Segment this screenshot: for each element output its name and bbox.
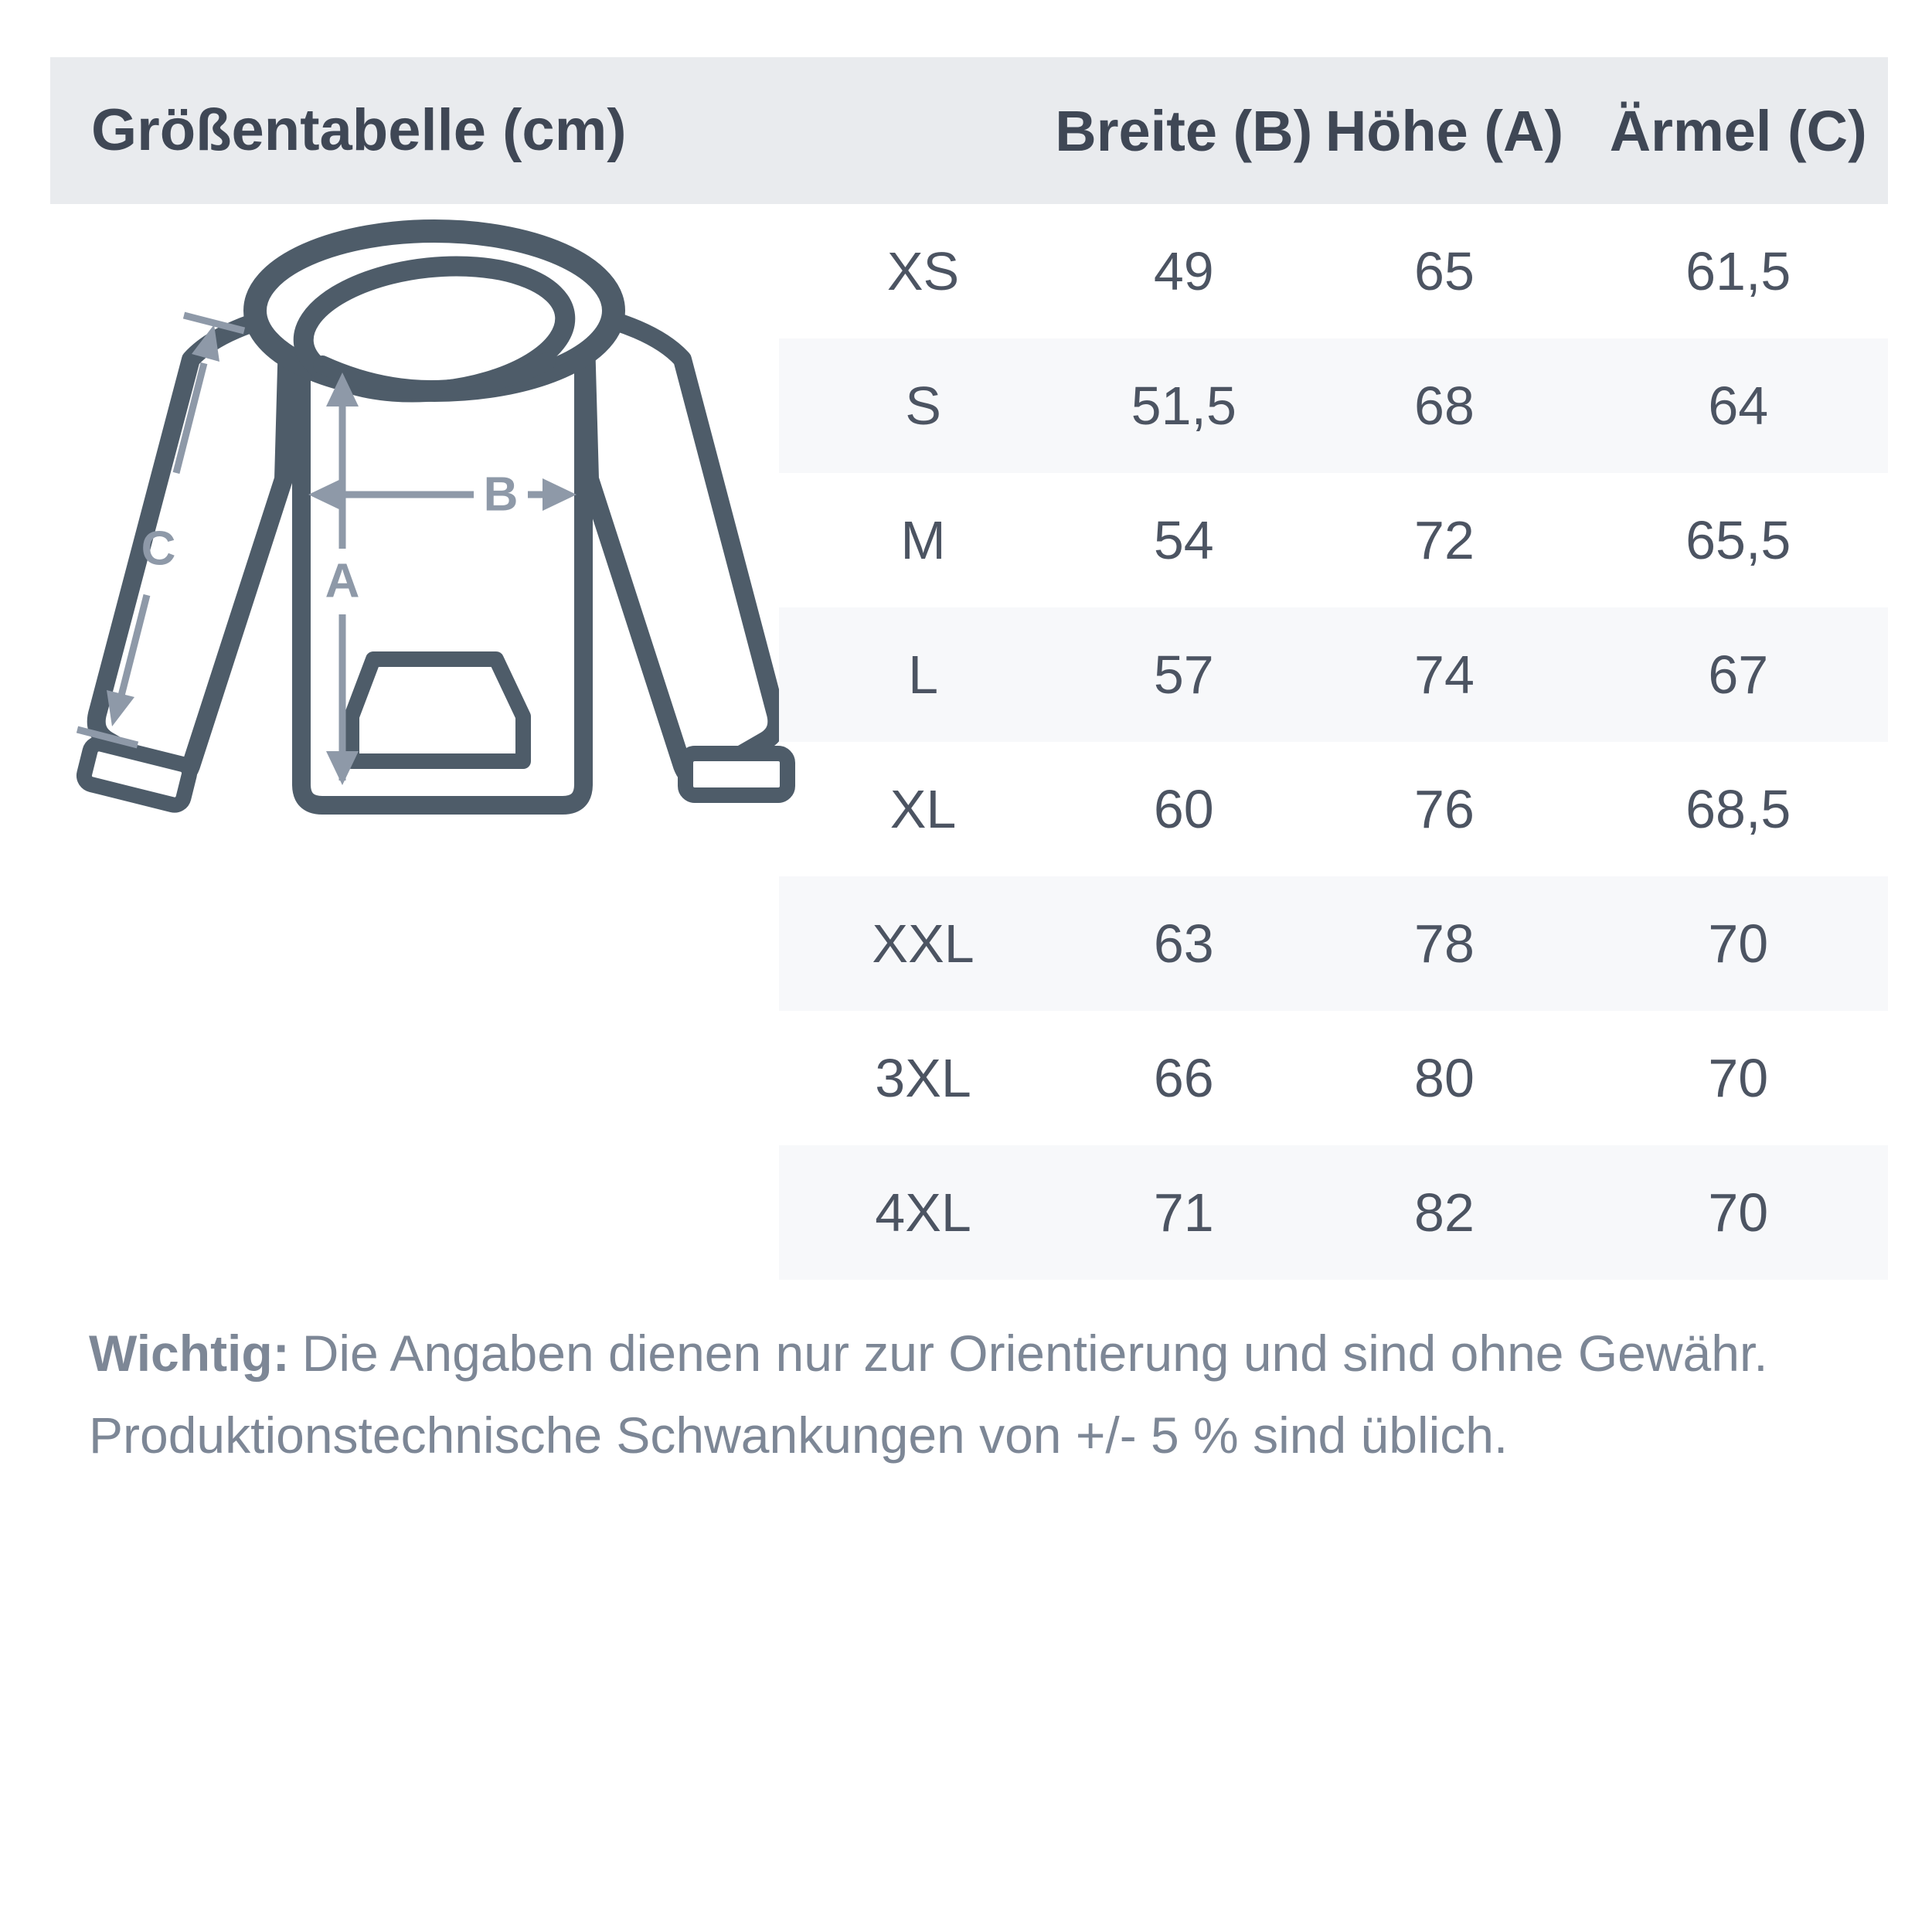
right-cuff — [685, 753, 787, 795]
size-cell: XXL — [872, 913, 975, 974]
hoehe-cell: 80 — [1414, 1048, 1475, 1108]
hoehe-cell: 82 — [1414, 1182, 1475, 1243]
column-headers — [779, 57, 1888, 204]
hoodie-pocket — [352, 659, 523, 761]
hoodie-right-sleeve — [568, 311, 787, 795]
table-row — [779, 204, 1888, 338]
aermel-cell: 70 — [1708, 913, 1769, 974]
size-cell: M — [900, 510, 946, 570]
aermel-cell: 64 — [1708, 376, 1769, 436]
hoodie-measurement-diagram — [50, 224, 781, 958]
size-cell: L — [908, 645, 939, 705]
column-header-size — [779, 57, 1067, 204]
breite-cell: 71 — [1153, 1182, 1214, 1243]
breite-cell: 57 — [1153, 645, 1214, 705]
size-cell: S — [905, 376, 941, 436]
disclaimer-bold-label: Wichtig: — [89, 1325, 290, 1382]
hoehe-cell: 76 — [1414, 779, 1475, 839]
table-row — [779, 876, 1888, 1011]
column-header-aermel: Ärmel (C) — [1609, 98, 1867, 163]
hoehe-cell: 78 — [1414, 913, 1475, 974]
aermel-cell: 61,5 — [1685, 241, 1791, 301]
hoehe-cell: 68 — [1414, 376, 1475, 436]
hoodie-left-sleeve — [82, 311, 305, 807]
disclaimer-line-1 — [89, 1312, 1859, 1394]
size-cell: 4XL — [875, 1182, 971, 1243]
breite-cell: 51,5 — [1131, 376, 1236, 436]
table-header-bar — [50, 57, 1888, 204]
hoehe-cell: 65 — [1414, 241, 1475, 301]
breite-cell: 66 — [1153, 1048, 1214, 1108]
disclaimer-note — [89, 1312, 1859, 1476]
breite-cell: 54 — [1153, 510, 1214, 570]
column-header-hoehe: Höhe (A) — [1325, 98, 1564, 163]
table-row — [779, 607, 1888, 742]
breite-cell: 49 — [1153, 241, 1214, 301]
disclaimer-text-1: Die Angaben dienen nur zur Orientierung und sind ohne Gewähr. — [301, 1325, 1768, 1382]
size-table — [779, 204, 1888, 1280]
disclaimer-line-2: Produktionstechnische Schwankungen von +/- 5 % sind üblich. — [89, 1406, 1509, 1464]
table-row — [779, 338, 1888, 473]
hoehe-cell: 72 — [1414, 510, 1475, 570]
hoodie-hood — [255, 231, 614, 404]
hoehe-cell: 74 — [1414, 645, 1475, 705]
dimension-label-b: B — [483, 468, 519, 522]
page-title: Größentabelle (cm) — [91, 97, 627, 163]
breite-cell: 60 — [1153, 779, 1214, 839]
hoodie-diagram-svg — [50, 224, 781, 958]
table-row — [779, 1011, 1888, 1145]
aermel-cell: 67 — [1708, 645, 1769, 705]
size-cell: XL — [889, 779, 957, 839]
dimension-label-a: A — [325, 554, 360, 608]
size-cell: XS — [886, 241, 960, 301]
breite-cell: 63 — [1153, 913, 1214, 974]
table-row — [779, 1145, 1888, 1280]
size-cell: 3XL — [875, 1048, 971, 1108]
table-row — [779, 742, 1888, 876]
dimension-label-c: C — [141, 522, 176, 576]
aermel-cell: 70 — [1708, 1182, 1769, 1243]
column-header-breite: Breite (B) — [1055, 98, 1313, 163]
aermel-cell: 70 — [1708, 1048, 1769, 1108]
table-row — [779, 473, 1888, 607]
aermel-cell: 68,5 — [1685, 779, 1791, 839]
aermel-cell: 65,5 — [1685, 510, 1791, 570]
